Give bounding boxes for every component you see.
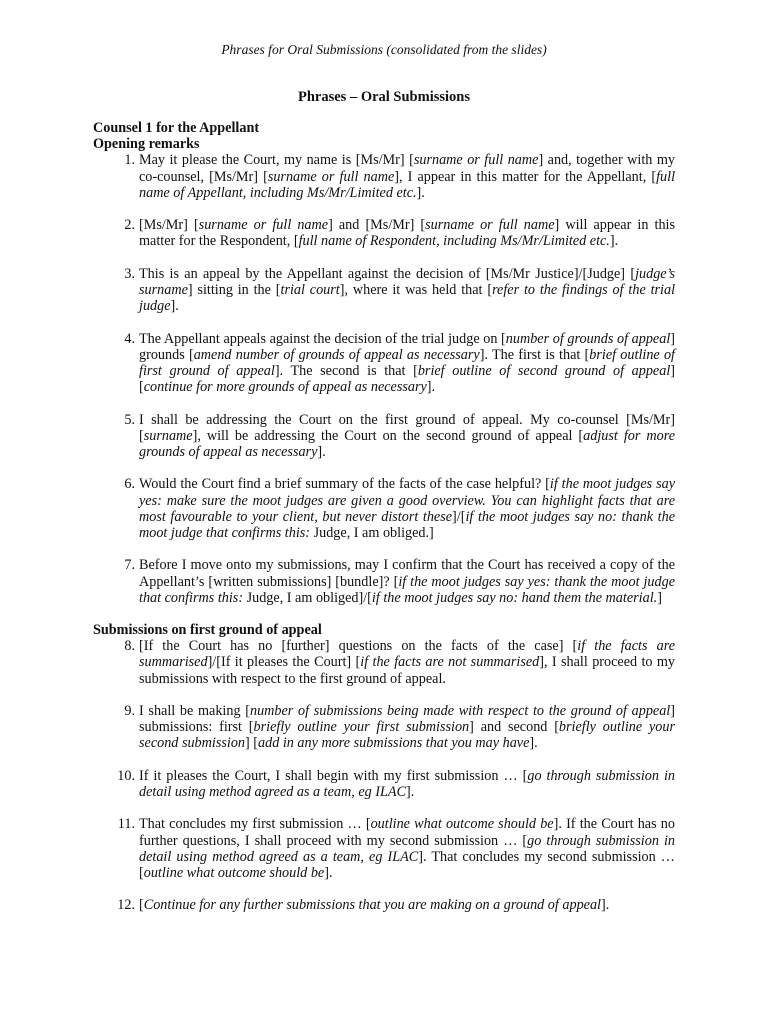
list-item	[93, 476, 675, 541]
numbered-list	[93, 638, 675, 913]
item-text: ].	[529, 735, 538, 752]
item-text: ].	[601, 897, 610, 914]
placeholder-instruction: judge’s surname	[139, 265, 675, 298]
placeholder-instruction: brief outline of first ground of appeal	[139, 346, 675, 379]
placeholder-instruction: go through submission in detail using method agreed as a team, eg ILAC	[139, 767, 675, 800]
item-text: ] [	[139, 363, 675, 396]
placeholder-instruction: continue for more grounds of appeal as necessary	[143, 379, 427, 396]
placeholder-instruction: go through submission in detail using method agreed as a team, eg ILAC	[139, 832, 675, 865]
item-number: 10.	[117, 767, 135, 784]
item-text: ] grounds [	[139, 330, 675, 363]
item-text: The Appellant appeals against the decision of the trial judge on [	[139, 330, 506, 347]
item-number: 7.	[124, 557, 135, 574]
item-text: ]. That concludes my second submission … [	[139, 848, 675, 881]
item-text: ].	[416, 184, 425, 201]
item-text: ] and, together with my co-counsel, [Ms/Mr] [	[139, 152, 675, 185]
item-text: [Ms/Mr] [	[139, 217, 199, 234]
placeholder-instruction: surname or full name	[413, 152, 539, 169]
placeholder-instruction: briefly outline your first submission	[253, 719, 470, 736]
placeholder-instruction: number of grounds of appeal	[505, 330, 671, 347]
list-item	[93, 217, 675, 249]
item-text: ]. The second is that [	[274, 363, 418, 379]
item-text: ] and [Ms/Mr] [	[328, 217, 426, 234]
subsection-heading: Opening remarks	[93, 136, 200, 153]
item-text: [If the Court has no [further] questions on the facts of the case] [	[139, 638, 578, 655]
item-number: 2.	[124, 217, 135, 234]
placeholder-instruction: if the moot judges say yes: make sure the moot judges are given a good overview. You can highlight facts that are most favourable to your client, but never distort these	[139, 476, 675, 525]
item-text: ]	[657, 589, 662, 606]
item-text: If it pleases the Court, I shall begin with my first submission … [	[139, 767, 528, 784]
item-text: ]. If the Court has no further questions, I shall proceed with my second submission … [	[139, 816, 675, 849]
list-item	[93, 266, 675, 315]
placeholder-instruction: add in any more submissions that you may have	[258, 735, 530, 752]
item-number: 9.	[124, 703, 135, 719]
item-text: Would the Court find a brief summary of the facts of the case helpful? [	[139, 476, 550, 493]
item-text: ] submissions: first [	[139, 703, 675, 736]
item-text: [	[139, 897, 144, 914]
section-heading: Submissions on first ground of appeal	[93, 622, 322, 638]
placeholder-instruction: full name of Respondent, including Ms/Mr/Limited etc.	[298, 233, 610, 250]
item-text: Judge, I am obliged.]	[310, 525, 434, 541]
placeholder-instruction: number of submissions being made with respect to the ground of appeal	[249, 703, 671, 719]
placeholder-instruction: briefly outline your second submission	[139, 719, 675, 752]
document-title: Phrases – Oral Submissions	[297, 89, 471, 105]
placeholder-instruction: Continue for any further submissions that you are making on a ground of appeal	[143, 897, 602, 914]
item-text: Before I move onto my submissions, may I confirm that the Court has received a copy of the Appellant’s [written submissions] [bundle]? [	[139, 557, 675, 590]
placeholder-instruction: surname or full name	[198, 217, 329, 234]
placeholder-instruction: full name of Appellant, including Ms/Mr/Limited etc.	[139, 168, 676, 201]
item-text: ]/[	[452, 508, 466, 525]
item-text: ].	[317, 444, 326, 460]
item-text: ] and second [	[469, 719, 559, 736]
section-heading: Counsel 1 for the Appellant	[93, 120, 260, 136]
item-number: 1.	[124, 152, 135, 169]
item-text: ].	[426, 379, 436, 396]
item-text: ], will be addressing the Court on the second ground of appeal [	[192, 427, 584, 444]
item-text: I shall be addressing the Court on the first ground of appeal. My co-counsel [Ms/Mr] [	[139, 411, 675, 444]
item-number: 3.	[124, 265, 135, 282]
placeholder-instruction: if the facts are not summarised	[360, 654, 540, 671]
item-text: ].	[406, 784, 415, 800]
item-number: 12.	[117, 897, 135, 914]
item-text: ]. The first is that [	[479, 346, 590, 363]
document-body	[93, 120, 675, 914]
numbered-list	[93, 152, 675, 606]
list-item	[93, 768, 675, 800]
list-item	[93, 557, 675, 606]
item-text: I shall be making [	[139, 703, 250, 719]
placeholder-instruction: surname	[143, 427, 193, 444]
item-text: That concludes my first submission … [	[139, 816, 371, 833]
item-text: ], I shall proceed to my submissions with respect to the first ground of appeal.	[139, 654, 676, 687]
item-text: Judge, I am obliged]/[	[243, 589, 372, 606]
placeholder-instruction: surname or full name	[425, 217, 555, 234]
item-text: This is an appeal by the Appellant against the decision of [Ms/Mr Justice]/[Judge] [	[139, 265, 636, 282]
placeholder-instruction: outline what outcome should be	[370, 816, 554, 833]
list-item	[93, 897, 675, 913]
spacer	[93, 606, 675, 622]
item-number: 11.	[117, 816, 135, 833]
item-text: ].	[324, 865, 333, 881]
list-item	[93, 412, 675, 461]
item-number: 4.	[124, 330, 135, 347]
item-number: 8.	[124, 638, 135, 655]
placeholder-instruction: if the facts are summarised	[139, 638, 675, 671]
item-text: ] sitting in the [	[187, 282, 281, 298]
placeholder-instruction: adjust for more grounds of appeal as necessary	[139, 427, 675, 460]
item-text: ]/[If it pleases the Court] [	[207, 654, 361, 671]
list-item	[93, 331, 675, 396]
item-number: 5.	[124, 411, 135, 428]
placeholder-instruction: if the moot judges say no: thank the moot judge that confirms this:	[139, 508, 675, 541]
running-header: Phrases for Oral Submissions (consolidated from the slides)	[221, 42, 547, 57]
item-text: ] will appear in this matter for the Respondent, [	[139, 217, 675, 250]
item-text: May it please the Court, my name is [Ms/Mr] [	[139, 152, 414, 169]
item-text: ], I appear in this matter for the Appellant, [	[394, 168, 657, 185]
item-number: 6.	[124, 476, 135, 493]
list-item	[93, 816, 675, 881]
placeholder-instruction: if the moot judges say no: hand them the material.	[371, 589, 658, 606]
placeholder-instruction: brief outline of second ground of appeal	[417, 363, 671, 379]
placeholder-instruction: outline what outcome should be	[143, 865, 325, 881]
list-item	[93, 638, 675, 687]
item-text: ].	[609, 233, 619, 250]
section-counsel-1	[93, 120, 675, 606]
placeholder-instruction: if the moot judges say yes: thank the moot judge that confirms this:	[139, 573, 675, 606]
placeholder-instruction: surname or full name	[267, 168, 395, 185]
placeholder-instruction: trial court	[280, 282, 340, 298]
item-text: ].	[170, 298, 179, 315]
placeholder-instruction: amend number of grounds of appeal as necessary	[193, 346, 480, 363]
section-first-ground	[93, 622, 675, 914]
list-item	[93, 152, 675, 201]
placeholder-instruction: refer to the findings of the trial judge	[139, 282, 676, 315]
list-item	[93, 703, 675, 752]
item-text: ], where it was held that [	[339, 282, 493, 298]
item-text: ] [	[245, 735, 259, 752]
